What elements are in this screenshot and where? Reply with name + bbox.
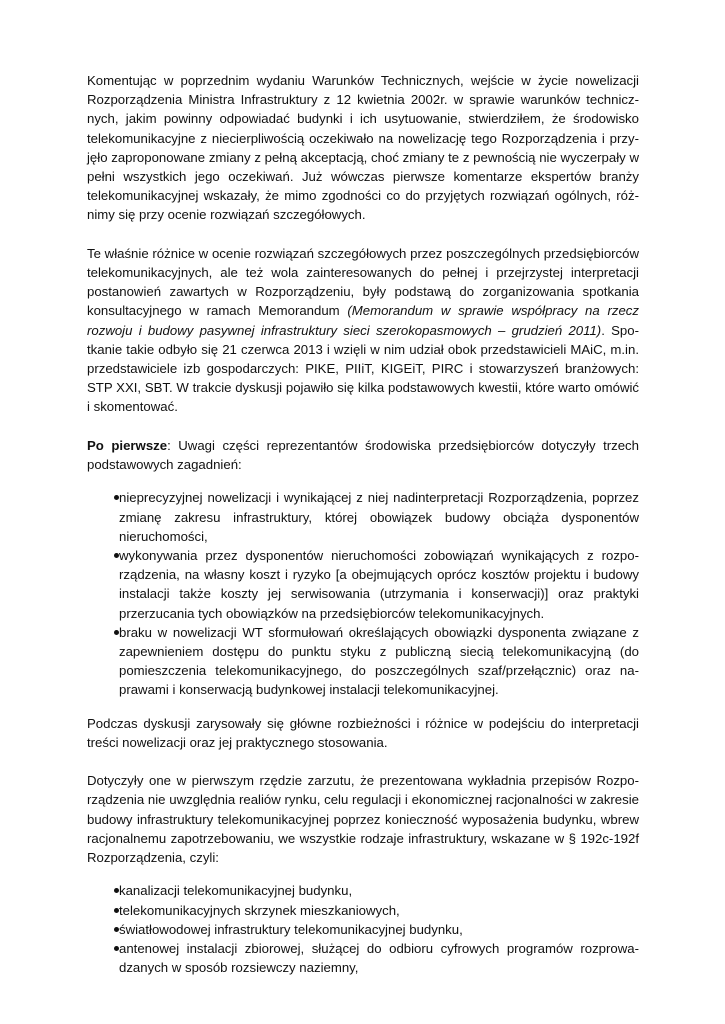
paragraph-discussion: Podczas dyskusji zarysowały się główne rozbieżności i różnice w podejściu do interpretacji treści nowelizacji oraz jej praktycznego stosowania. <box>87 715 639 750</box>
memorandum-title: (Memorandum w sprawie współpracy na rzecz rozwoju i budowy pasywnej infrastruktury sieci szerokopasmowych – grudzień 2011) <box>87 303 639 338</box>
memorandum-text-start: Te właśnie różnice w ocenie rozwiązań szczegółowych przez poszczególnych przedsiębiorców telekomunikacyjnych, ale też wola zainteresowanych do pełnej i przejrzystej interpretacji postanowień zawartych w Rozporządzeniu, były podstawą do zorganizowania spotkania konsultacyjnego w ramach Memorandum <box>87 245 639 319</box>
paragraph-po-pierwsze <box>87 436 639 474</box>
paragraph-memorandum <box>87 244 639 417</box>
list-item: nieprecyzyjnej nowelizacji i wynikającej z niej nadinterpretacji Rozporządzenia, poprzez zmianę zakresu infrastruktury, której obowiązek budowy obciąża dysponentów nieruchomości, <box>119 490 639 544</box>
list-item: kanalizacji telekomunikacyjnej budynku, <box>119 883 353 899</box>
paragraph-intro: Komentując w poprzednim wydaniu Warunków Technicznych, wejście w życie nowelizacji Rozporządzenia Ministra Infrastruktury z 12 kwietnia 2002r. w sprawie warunków technicznych, jakim powinny odpowiadać budynki i ich usytuowanie, stwierdziłem, że środowisko telekomunikacyjne z niecierpliwością oczekiwało na nowelizację tego Rozporządzenia i przyjęło zaproponowane zmiany z pełną akceptacją, choć zmiany te z pewnością nie wyczerpały w pełni wszystkich jego oczekiwań. Już wówczas pierwsze komentarze ekspertów branży telekomunikacyjnej wskazały, że mimo zgodności co do przyjętych rozwiązań ogólnych, różnimy się przy ocenie rozwiązań szczegółowych. <box>87 73 639 223</box>
list-item: braku w nowelizacji WT sformułowań określających obowiązki dysponenta związane z zapewnieniem dostępu do punktu styku z publiczną siecią telekomunikacyjną (do pomieszczenia telekomunikacyjnego, do poszczególnych szaf/przełącznic) oraz naprawami i konserwacją budynkowej instalacji telekomunikacyjnej. <box>119 624 639 698</box>
list-item: światłowodowej infrastruktury telekomunikacyjnej budynku, <box>119 921 463 937</box>
document-page <box>87 71 639 997</box>
memorandum-text-end: . Spotkanie takie odbyło się 21 czerwca 2013 i wzięli w nim udział obok przedstawicieli MAiC, m.in. przedstawiciele izb gospodarczych: PIKE, PIIiT, KIGEiT, PIRC i stowarzyszeń branżowych: STP XXI, SBT. W trakcie dyskusji pojawiło się kilka podstawowych kwestii, które warto omówić i skomentować. <box>87 322 639 415</box>
infrastructure-list <box>87 881 639 977</box>
po-pierwsze-lead: Po pierwsze <box>87 437 168 453</box>
paragraph-objections: Dotyczyły one w pierwszym rzędzie zarzutu, że prezentowana wykładnia przepisów Rozporządzenia nie uwzględnia realiów rynku, celu regulacji i ekonomicznej racjonalności w zakresie budowy infrastruktury telekomunikacyjnej poprzez konieczność wyposażenia budynku, wbrew racjonalnemu zapotrzebowaniu, we wszystkie rodzaje infrastruktury, wskazane w § 192c-192f Rozporządzenia, czyli: <box>87 773 639 866</box>
list-item: telekomunikacyjnych skrzynek mieszkaniowych, <box>119 902 400 918</box>
list-item: wykonywania przez dysponentów nieruchomości zobowiązań wynikających z rozporządzenia, na własny koszt i ryzyko [a obejmujących oprócz kosztów projektu i budowy instalacji także koszty jej serwisowania (utrzymania i konserwacji)] oraz praktyki przerzucania tych obowiązków na przedsiębiorców telekomunikacyjnych. <box>119 548 639 621</box>
list-item: antenowej instalacji zbiorowej, służącej do odbioru cyfrowych programów rozprowadzanych w sposób rozsiewczy naziemny, <box>119 941 639 976</box>
po-pierwsze-text: : Uwagi części reprezentantów środowiska przedsiębiorców dotyczyły trzech podstawowych zagadnień: <box>87 437 639 473</box>
issues-list <box>87 488 639 699</box>
